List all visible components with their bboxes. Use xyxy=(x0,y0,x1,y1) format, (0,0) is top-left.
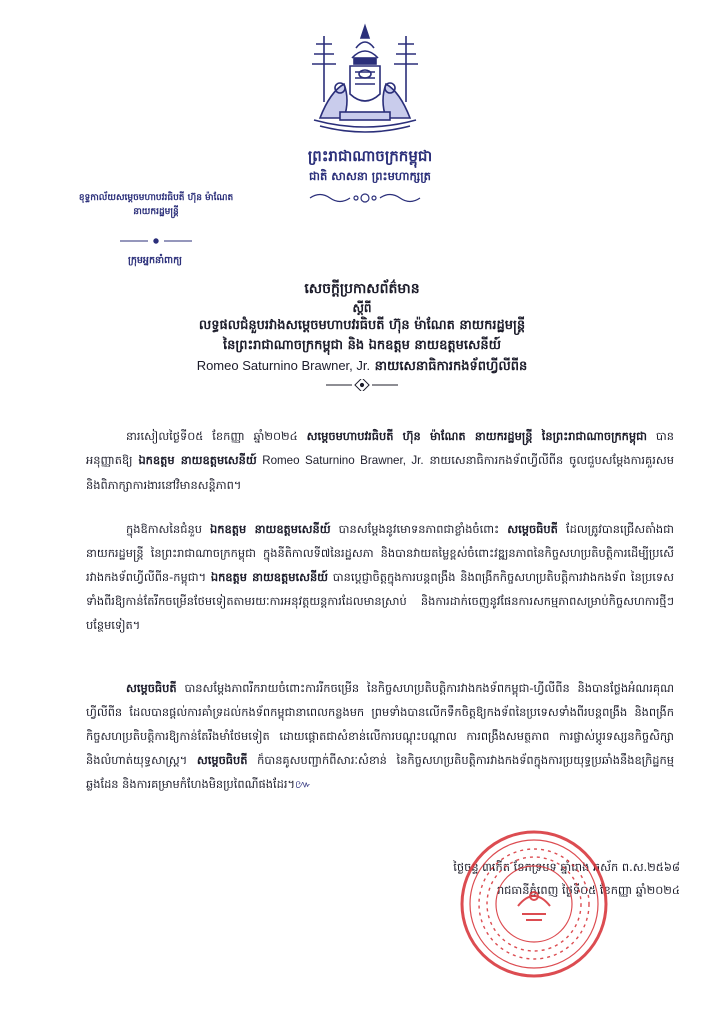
p1-guest-title: ឯកឧត្តម នាយឧត្តមសេនីយ៍ xyxy=(138,453,257,467)
p2-text: បានសម្តែងនូវមោទនភាពជាខ្លាំងចំពោះ xyxy=(330,522,508,536)
paragraph-3 xyxy=(86,676,674,796)
title-khmer-role: នាយសេនាធិការកងទ័ពហ្វីលីពីន xyxy=(370,359,528,374)
p2-text: ដែលត្រូវបានជ្រើសតាំងជានាយករដ្ឋមន្ត្រី នៃព្រះរាជាណាចក្រកម្ពុជា ក្នុងនីតិកាលទី៧នៃរដ្ឋសភា និងបានវាយតម្លៃខ្ពស់ចំពោះវឌ្ឍនភាពនៃកិច្ចសហប្រតិបត្តិការដើម្បីប្រសើរវាងកងទ័ពហ្វីលីពីន-កម្ពុជា។ xyxy=(86,522,674,584)
p2-guest-title-2: ឯកឧត្តម នាយឧត្តមសេនីយ៍ xyxy=(210,570,329,584)
paragraph-1 xyxy=(86,424,674,497)
title-ornament-icon xyxy=(322,379,402,391)
p1-text: បានអនុញ្ញាតឱ្យ xyxy=(86,429,674,467)
p3-pm-title: សម្តេចធិបតី xyxy=(126,681,177,695)
title-line-1: សេចក្តីប្រកាសព័ត៌មាន xyxy=(304,281,420,297)
issuing-office xyxy=(40,191,272,219)
end-mark: ៚ xyxy=(294,777,312,791)
title-line-5 xyxy=(90,356,634,377)
title-line-4: នៃព្រះរាជាណាចក្រកម្ពុជា និង ឯកឧត្តម នាយឧត្តមសេនីយ៍ xyxy=(222,338,502,353)
p1-text-end: នាយសេនាធិការកងទ័ពហ្វីលីពីន ចូលជួបសម្តែងការគួរសម និងពិភាក្សាការងារនៅវិមានសន្តិភាព។ xyxy=(86,453,674,492)
national-motto: ជាតិ សាសនា ព្រះមហាក្សត្រ xyxy=(309,169,431,183)
p2-text: ក្នុងឱកាសនៃជំនួប xyxy=(126,522,211,536)
paragraph-2 xyxy=(86,517,674,637)
p2-pm-title: សម្តេចធិបតី xyxy=(507,522,558,536)
p2-text-end: បានប្តេជ្ញាចិត្តក្នុងការបន្តពង្រឹង និងពង្រីកកិច្ចសហប្រតិបត្តិការវាងកងទ័ព នៃប្រទេសទាំងពីរឱ្យកាន់តែរីកចម្រើនថែមទៀតតាមរយៈការអនុវត្តយន្តការដែលមានស្រាប់ និងការដាក់ចេញនូវផែនការសកម្មភាពសម្រាប់កិច្ចសហការថ្មីៗបន្ថែមទៀត។ xyxy=(86,570,674,632)
ornament-divider-icon xyxy=(300,191,430,205)
title-latin-name: Romeo Saturnino Brawner, Jr. xyxy=(196,358,371,373)
official-seal-icon xyxy=(458,828,610,980)
p1-date: នារសៀលថ្ងៃទី០៥ ខែកញ្ញា ឆ្នាំ២០២៤ xyxy=(126,429,307,443)
lunar-date: ថ្ងៃចន្ទ ៣កើត ខែភទ្របទ ឆ្នាំរោង ឆស័ក ព.ស.២៥៦៨ xyxy=(453,860,680,874)
date-place: រាជធានីភ្នំពេញ ថ្ងៃទី០៥ ខែកញ្ញា ឆ្នាំ២០២៤ xyxy=(496,883,680,897)
p1-guest-name: Romeo Saturnino Brawner, Jr. xyxy=(256,454,424,467)
p1-pm-name: សម្តេចមហាបវរធិបតី ហ៊ុន ម៉ាណែត នាយករដ្ឋមន្ត្រី នៃព្រះរាជាណាចក្រកម្ពុជា xyxy=(306,429,647,443)
p2-guest-title: ឯកឧត្តម នាយឧត្តមសេនីយ៍ xyxy=(210,522,331,536)
royal-emblem-icon xyxy=(300,22,430,140)
p3-pm-title-2: សម្តេចធិបតី xyxy=(196,753,248,767)
office-line-2: នាយករដ្ឋមន្ត្រី xyxy=(133,207,179,217)
title-line-2: ស្តីពី xyxy=(352,301,372,315)
p3-text: បានសម្តែងភាពរីករាយចំពោះការរីកចម្រើន នៃកិច្ចសហប្រតិបត្តិការវាងកងទ័ពកម្ពុជា-ហ្វីលីពីន និងបានថ្លែងអំណរគុណហ្វីលីពីន ដែលបានផ្តល់ការគាំទ្រដល់កងទ័ពកម្ពុជានាពេលកន្លងមក ព្រមទាំងបានលើកទឹកចិត្តឱ្យកងទ័ពនៃប្រទេសទាំងពីរបន្តពង្រឹង និងពង្រីកកិច្ចសហប្រតិបត្តិការឱ្យកាន់តែរឹងមាំថែមទៀត ដោយផ្តោតជាសំខាន់លើការបណ្តុះបណ្តាល ការពង្រឹងសមត្ថភាព ការផ្លាស់ប្តូរទស្សនកិច្ចសិក្សា និងលំហាត់យុទ្ធសាស្ត្រ។ xyxy=(86,681,674,767)
office-line-1: ខុទ្ទកាល័យសម្តេចមហាបវរធិបតី ហ៊ុន ម៉ាណែត xyxy=(78,193,234,203)
ornament-line-icon xyxy=(116,237,196,245)
title-line-3: លទ្ធផលជំនួបរវាងសម្តេចមហាបវរធិបតី ហ៊ុន ម៉ាណែត នាយករដ្ឋមន្ត្រី xyxy=(198,318,526,333)
press-unit: ក្រុមអ្នកនាំពាក្យ xyxy=(128,255,182,266)
kingdom-name: ព្រះរាជាណាចក្រកម្ពុជា xyxy=(307,147,433,165)
p3-text-end: ក៏បានគូសបញ្ជាក់ពីសារៈសំខាន់ នៃកិច្ចសហប្រតិបត្តិការវាងកងទ័ពក្នុងការប្រយុទ្ធប្រឆាំងនឹងឧក្រិដ្ឋកម្មឆ្លងដែន និងការគម្រាមកំហែងមិនប្រពៃណីផងដែរ។ xyxy=(86,753,674,791)
document-title xyxy=(90,278,634,391)
